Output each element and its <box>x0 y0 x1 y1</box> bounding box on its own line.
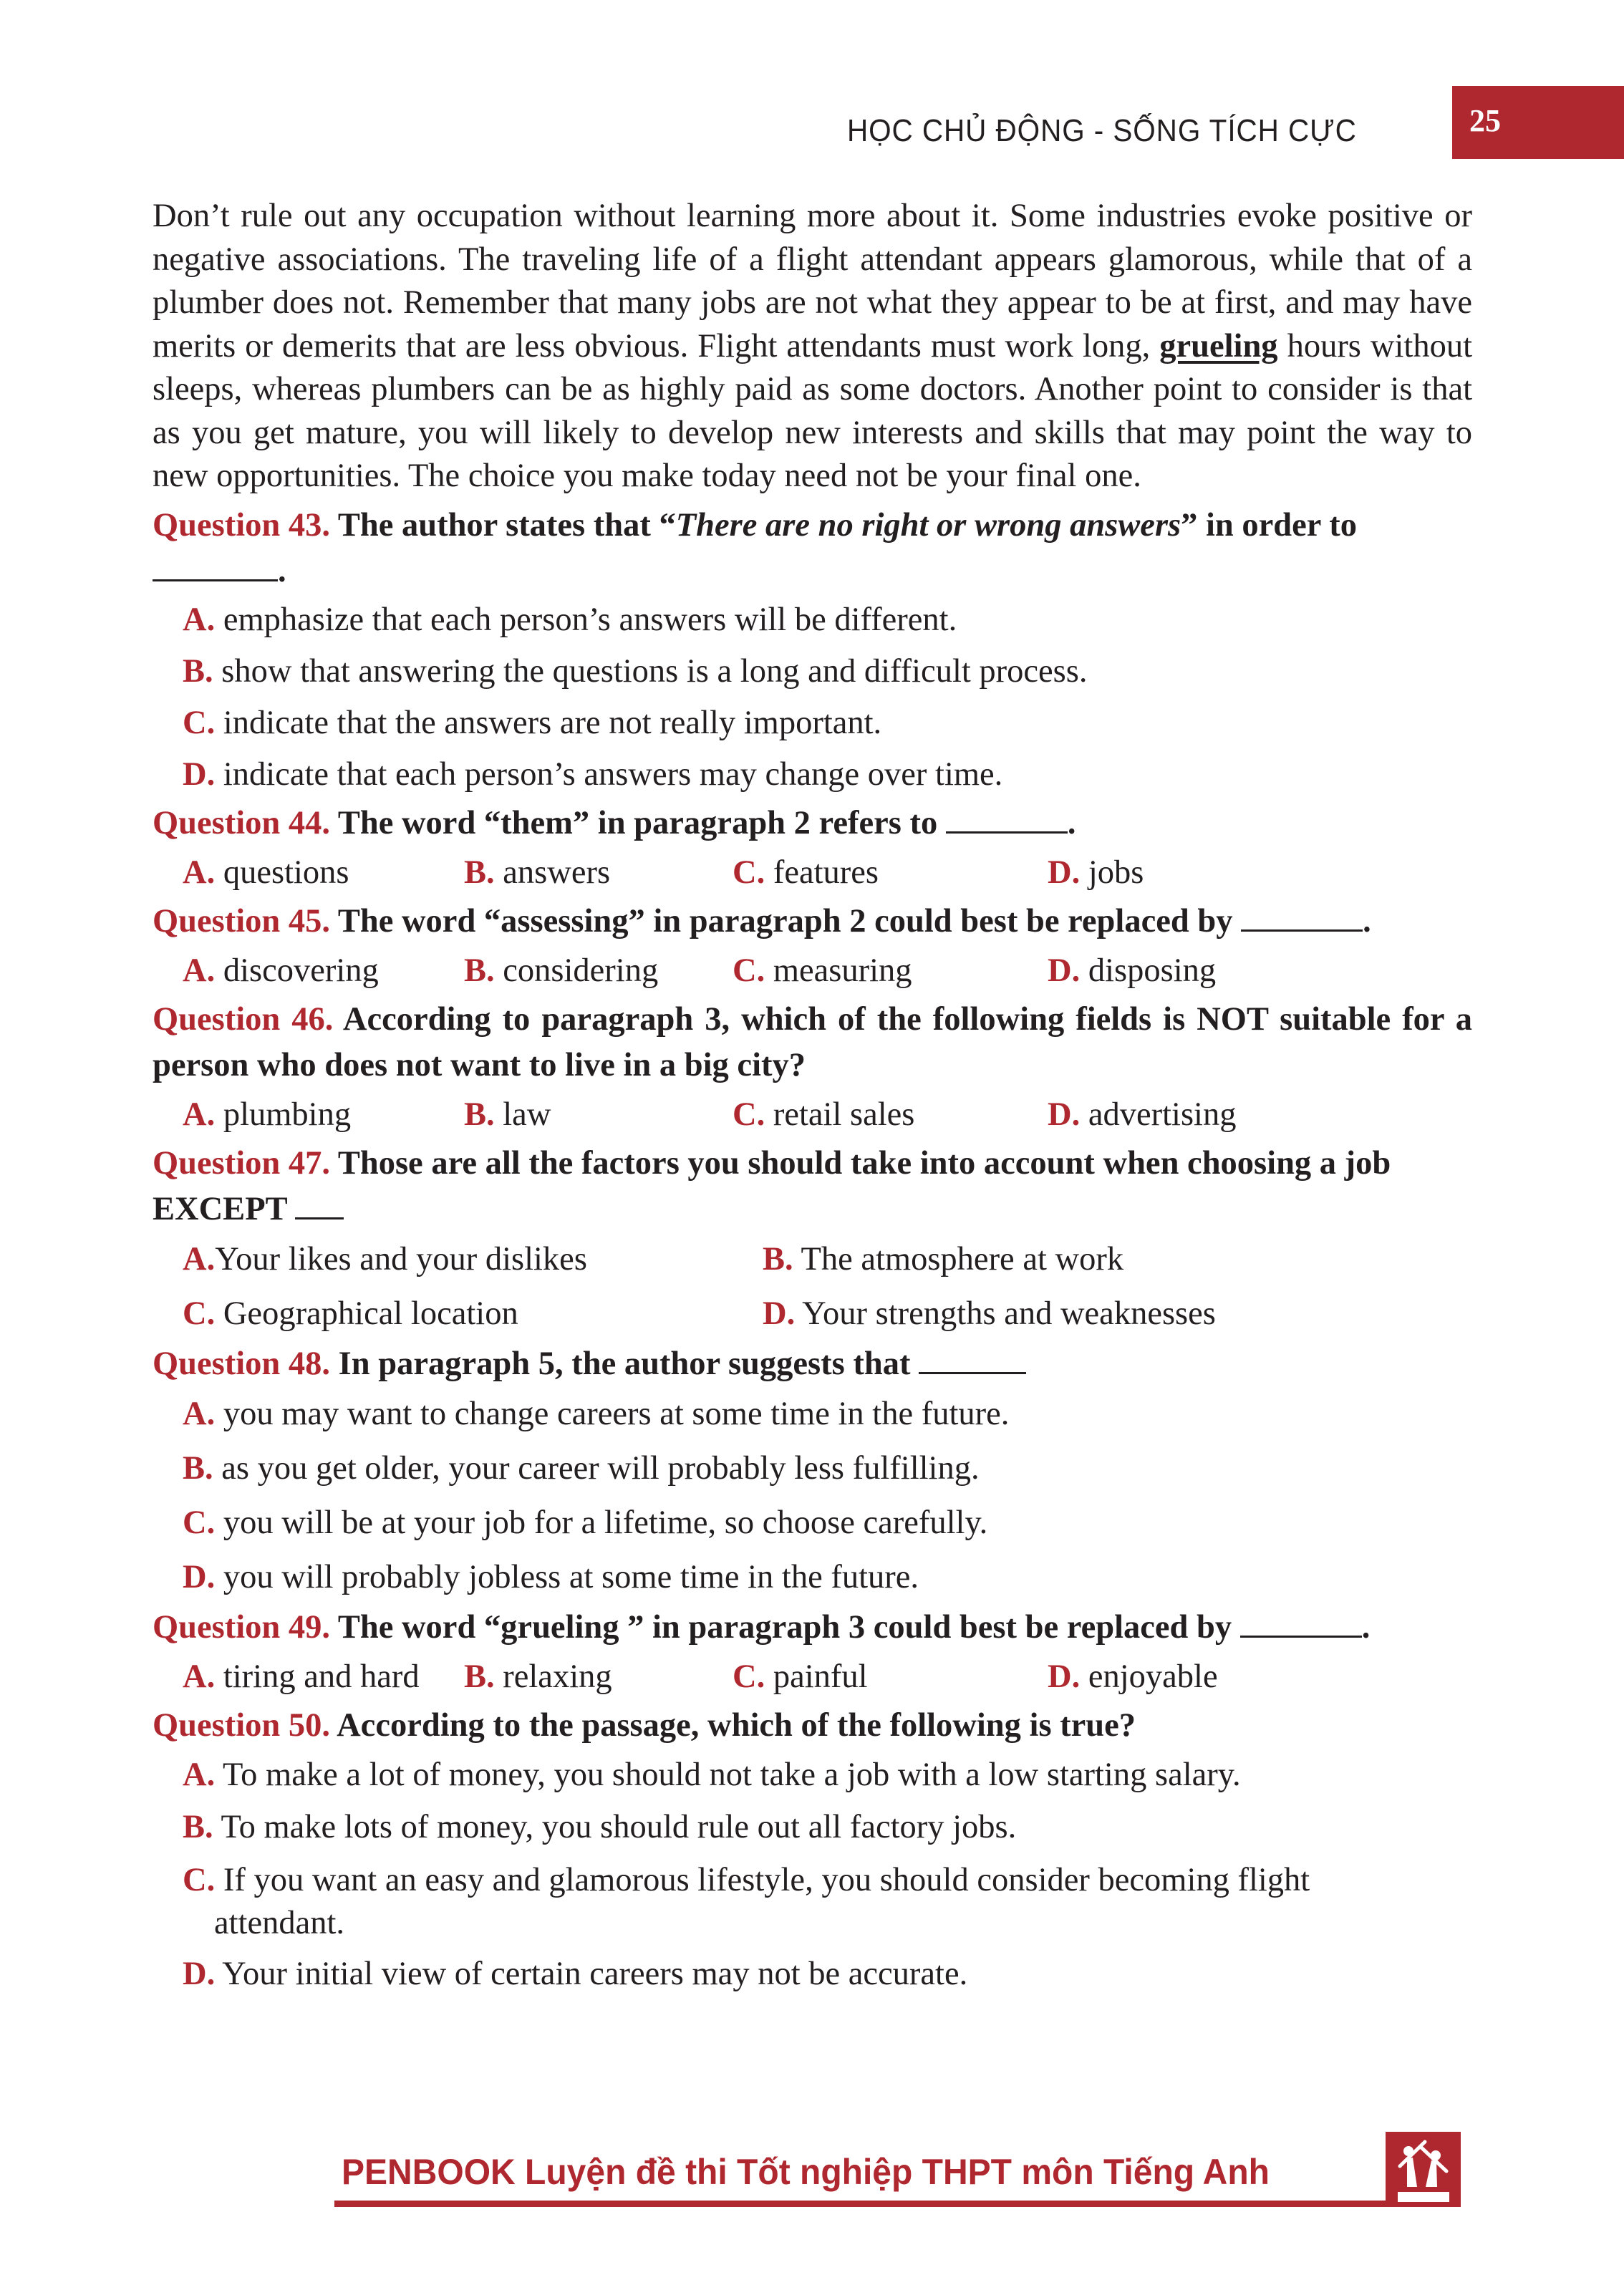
option-label: C. <box>733 1658 765 1695</box>
option-b[interactable] <box>153 1801 1472 1853</box>
option-label: C. <box>733 1096 765 1133</box>
option-label: B. <box>763 1240 793 1277</box>
option-text: you will be at your job for a lifetime, so choose carefully. <box>223 1504 988 1541</box>
option-label: C. <box>733 854 765 891</box>
option-label: A. <box>183 1756 216 1793</box>
option-c[interactable] <box>733 945 1048 997</box>
option-text: disposing <box>1088 952 1217 989</box>
option-text: as you get older, your career will probably less fulfilling. <box>221 1449 980 1487</box>
option-d[interactable] <box>153 749 1472 801</box>
stem-text: ” in order to <box>1181 506 1357 544</box>
question-number: Question 46. <box>153 1000 334 1038</box>
option-label: A. <box>183 952 216 989</box>
option-label: B. <box>183 1449 213 1487</box>
option-text: If you want an easy and glamorous lifestyle, you should consider becoming flight <box>223 1861 1310 1898</box>
option-a[interactable] <box>153 1749 1472 1801</box>
answer-blank <box>295 1187 344 1219</box>
option-text: retail sales <box>773 1096 915 1133</box>
question-number: Question 47. <box>153 1144 331 1182</box>
option-d[interactable] <box>1048 945 1359 997</box>
option-label: D. <box>1048 1658 1081 1695</box>
option-label: D. <box>1048 1096 1081 1133</box>
option-c[interactable] <box>153 697 1472 749</box>
option-label: D. <box>763 1295 796 1332</box>
option-label: A. <box>183 601 216 638</box>
option-d[interactable] <box>153 1550 1472 1605</box>
question-47 <box>153 1141 1472 1341</box>
option-text: Your likes and your dislikes <box>215 1240 587 1277</box>
option-text: questions <box>223 854 349 891</box>
option-c[interactable] <box>733 846 1048 899</box>
option-label: B. <box>464 1658 495 1695</box>
footer-title: PENBOOK Luyện đề thi Tốt nghiệp THPT môn Tiếng Anh <box>342 2152 1270 2192</box>
option-d[interactable] <box>1048 1088 1359 1141</box>
stem-text: According to paragraph 3, which of the following fields is NOT suitable for a person who does not want to live in a big city? <box>153 1000 1473 1083</box>
question-number: Question 49. <box>153 1608 331 1646</box>
stem-text: In paragraph 5, the author suggests that <box>338 1345 911 1382</box>
option-label: B. <box>464 952 495 989</box>
option-text: Geographical location <box>223 1295 518 1332</box>
option-label: B. <box>464 1096 495 1133</box>
option-d[interactable] <box>1048 846 1359 899</box>
option-text: tiring and hard <box>223 1658 420 1695</box>
question-number: Question 50. <box>153 1706 331 1744</box>
question-50 <box>153 1703 1472 2000</box>
option-text: law <box>503 1096 551 1133</box>
underlined-word: grueling <box>1159 327 1278 364</box>
question-number: Question 48. <box>153 1345 331 1382</box>
option-text: show that answering the questions is a long and difficult process. <box>221 652 1088 690</box>
option-text: discovering <box>223 952 379 989</box>
option-label: A. <box>183 1395 216 1432</box>
option-c[interactable] <box>733 1651 1048 1703</box>
option-a[interactable] <box>153 945 464 997</box>
answer-blank <box>919 1342 1026 1374</box>
answer-blank <box>153 549 278 581</box>
option-c[interactable] <box>153 1287 763 1341</box>
stem-end: . <box>278 552 286 589</box>
question-stem <box>153 1605 1472 1651</box>
answer-blank <box>1241 899 1363 932</box>
option-text: answers <box>503 854 611 891</box>
stem-text: According to the passage, which of the following is true? <box>337 1706 1136 1744</box>
question-stem <box>153 1341 1472 1387</box>
option-label: B. <box>183 652 213 690</box>
option-text: considering <box>503 952 659 989</box>
stem-quote: There are no right or wrong answers <box>675 506 1181 544</box>
stem-text: The word “grueling ” in paragraph 3 could best be replaced by <box>337 1608 1232 1646</box>
question-number: Question 45. <box>153 902 331 940</box>
option-label: A. <box>183 1096 216 1133</box>
option-a[interactable] <box>153 1387 1472 1441</box>
option-label: A. <box>183 1658 216 1695</box>
option-a[interactable] <box>153 1088 464 1141</box>
options-list <box>153 945 1472 997</box>
option-text: plumbing <box>223 1096 352 1133</box>
option-label: C. <box>183 1295 216 1332</box>
option-b[interactable] <box>464 1651 733 1703</box>
option-c[interactable] <box>153 1496 1472 1550</box>
stem-end: . <box>1361 1608 1371 1646</box>
options-list <box>153 1088 1472 1141</box>
passage-text: Don’t rule out any occupation without learning more about it. Some industries evoke positive or negative associations. The traveling life of a flight attendant appears glamorous, while that of a plumber does not. Remember that many jobs are not what they appear to be at first, and may have merits or demerits that are less obvious. Flight attendants must work long, <box>153 198 1472 364</box>
stem-end: . <box>1067 804 1076 841</box>
option-text: indicate that the answers are not really important. <box>223 704 882 741</box>
option-text: enjoyable <box>1088 1658 1218 1695</box>
question-stem <box>153 1141 1472 1232</box>
option-text: relaxing <box>503 1658 612 1695</box>
question-number: Question 43. <box>153 506 331 544</box>
stem-text-line2: EXCEPT <box>153 1190 287 1227</box>
stem-text: The word “them” in paragraph 2 refers to <box>337 804 938 841</box>
page-content <box>153 195 1472 2000</box>
option-label: D. <box>183 1558 216 1595</box>
options-list <box>153 594 1472 801</box>
option-label: A. <box>183 854 216 891</box>
header-title: HỌC CHỦ ĐỘNG - SỐNG TÍCH CỰC <box>847 113 1357 148</box>
question-49 <box>153 1605 1472 1703</box>
option-text: Your initial view of certain careers may not be accurate. <box>222 1955 968 1992</box>
stem-end: . <box>1363 902 1371 940</box>
question-44 <box>153 801 1472 899</box>
option-b[interactable] <box>464 846 733 899</box>
option-label: D. <box>183 755 216 793</box>
stem-text: Those are all the factors you should take into account when choosing a job <box>337 1144 1391 1182</box>
options-list <box>153 1749 1472 2000</box>
option-label: D. <box>1048 854 1081 891</box>
option-text: emphasize that each person’s answers will be different. <box>223 601 957 638</box>
option-text: indicate that each person’s answers may change over time. <box>223 755 1003 793</box>
question-48 <box>153 1341 1472 1605</box>
options-list <box>153 1651 1472 1703</box>
option-d[interactable] <box>153 1945 1472 2000</box>
option-b[interactable] <box>763 1232 1123 1287</box>
option-text: To make lots of money, you should rule out all factory jobs. <box>221 1808 1017 1845</box>
question-46 <box>153 997 1472 1141</box>
option-text: painful <box>773 1658 868 1695</box>
option-text: Your strengths and weaknesses <box>802 1295 1216 1332</box>
logo-figures-graphic <box>1386 2132 1461 2207</box>
passage-text-cont: hours without sleeps, whereas plumbers can be as highly paid as some doctors. Another point to consider is that as you get mature, you will likely to develop new interests and skills that may point the way to new opportunities. The choice you make today need not be your final one. <box>153 327 1472 494</box>
option-d[interactable] <box>1048 1651 1359 1703</box>
option-text-cont: attendant. <box>214 1904 345 1941</box>
answer-blank <box>1240 1605 1362 1638</box>
question-stem <box>153 801 1472 846</box>
option-label: B. <box>183 1808 213 1845</box>
option-label: A. <box>183 1240 216 1277</box>
question-stem <box>153 997 1472 1088</box>
option-label: C. <box>183 1504 216 1541</box>
option-a[interactable] <box>153 1232 763 1287</box>
passage-paragraph <box>153 195 1472 498</box>
option-label: D. <box>1048 952 1081 989</box>
page-number: 25 <box>1469 103 1501 138</box>
option-text: you may want to change careers at some time in the future. <box>223 1395 1010 1432</box>
stem-text: The word “assessing” in paragraph 2 could best be replaced by <box>337 902 1233 940</box>
options-list <box>153 846 1472 899</box>
question-43 <box>153 503 1472 801</box>
option-b[interactable] <box>153 1441 1472 1496</box>
option-a[interactable] <box>153 846 464 899</box>
option-text: advertising <box>1088 1096 1237 1133</box>
option-label: C. <box>183 1861 216 1898</box>
option-text: you will probably jobless at some time in the future. <box>223 1558 919 1595</box>
option-b[interactable] <box>464 945 733 997</box>
question-stem <box>153 899 1472 945</box>
option-c[interactable] <box>733 1088 1048 1141</box>
option-d[interactable] <box>763 1287 1216 1341</box>
answer-blank <box>946 801 1068 834</box>
option-text: To make a lot of money, you should not take a job with a low starting salary. <box>223 1756 1241 1793</box>
option-b[interactable] <box>464 1088 733 1141</box>
options-list <box>153 1232 1472 1341</box>
option-label: C. <box>733 952 765 989</box>
footer-rule <box>334 2201 1394 2207</box>
question-stem <box>153 503 1472 594</box>
stem-text: The author states that “ <box>337 506 676 544</box>
option-a[interactable] <box>153 1651 464 1703</box>
option-label: C. <box>183 704 216 741</box>
option-a[interactable] <box>153 594 1472 646</box>
two-figures-logo-icon <box>1386 2132 1461 2207</box>
option-c[interactable] <box>153 1853 1472 1945</box>
question-45 <box>153 899 1472 997</box>
option-label: B. <box>464 854 495 891</box>
option-text: measuring <box>773 952 912 989</box>
options-list <box>153 1387 1472 1605</box>
option-b[interactable] <box>153 646 1472 697</box>
option-label: D. <box>183 1955 216 1992</box>
option-text: jobs <box>1088 854 1144 891</box>
question-stem <box>153 1703 1472 1749</box>
question-number: Question 44. <box>153 804 331 841</box>
option-text: features <box>773 854 879 891</box>
option-text: The atmosphere at work <box>801 1240 1124 1277</box>
